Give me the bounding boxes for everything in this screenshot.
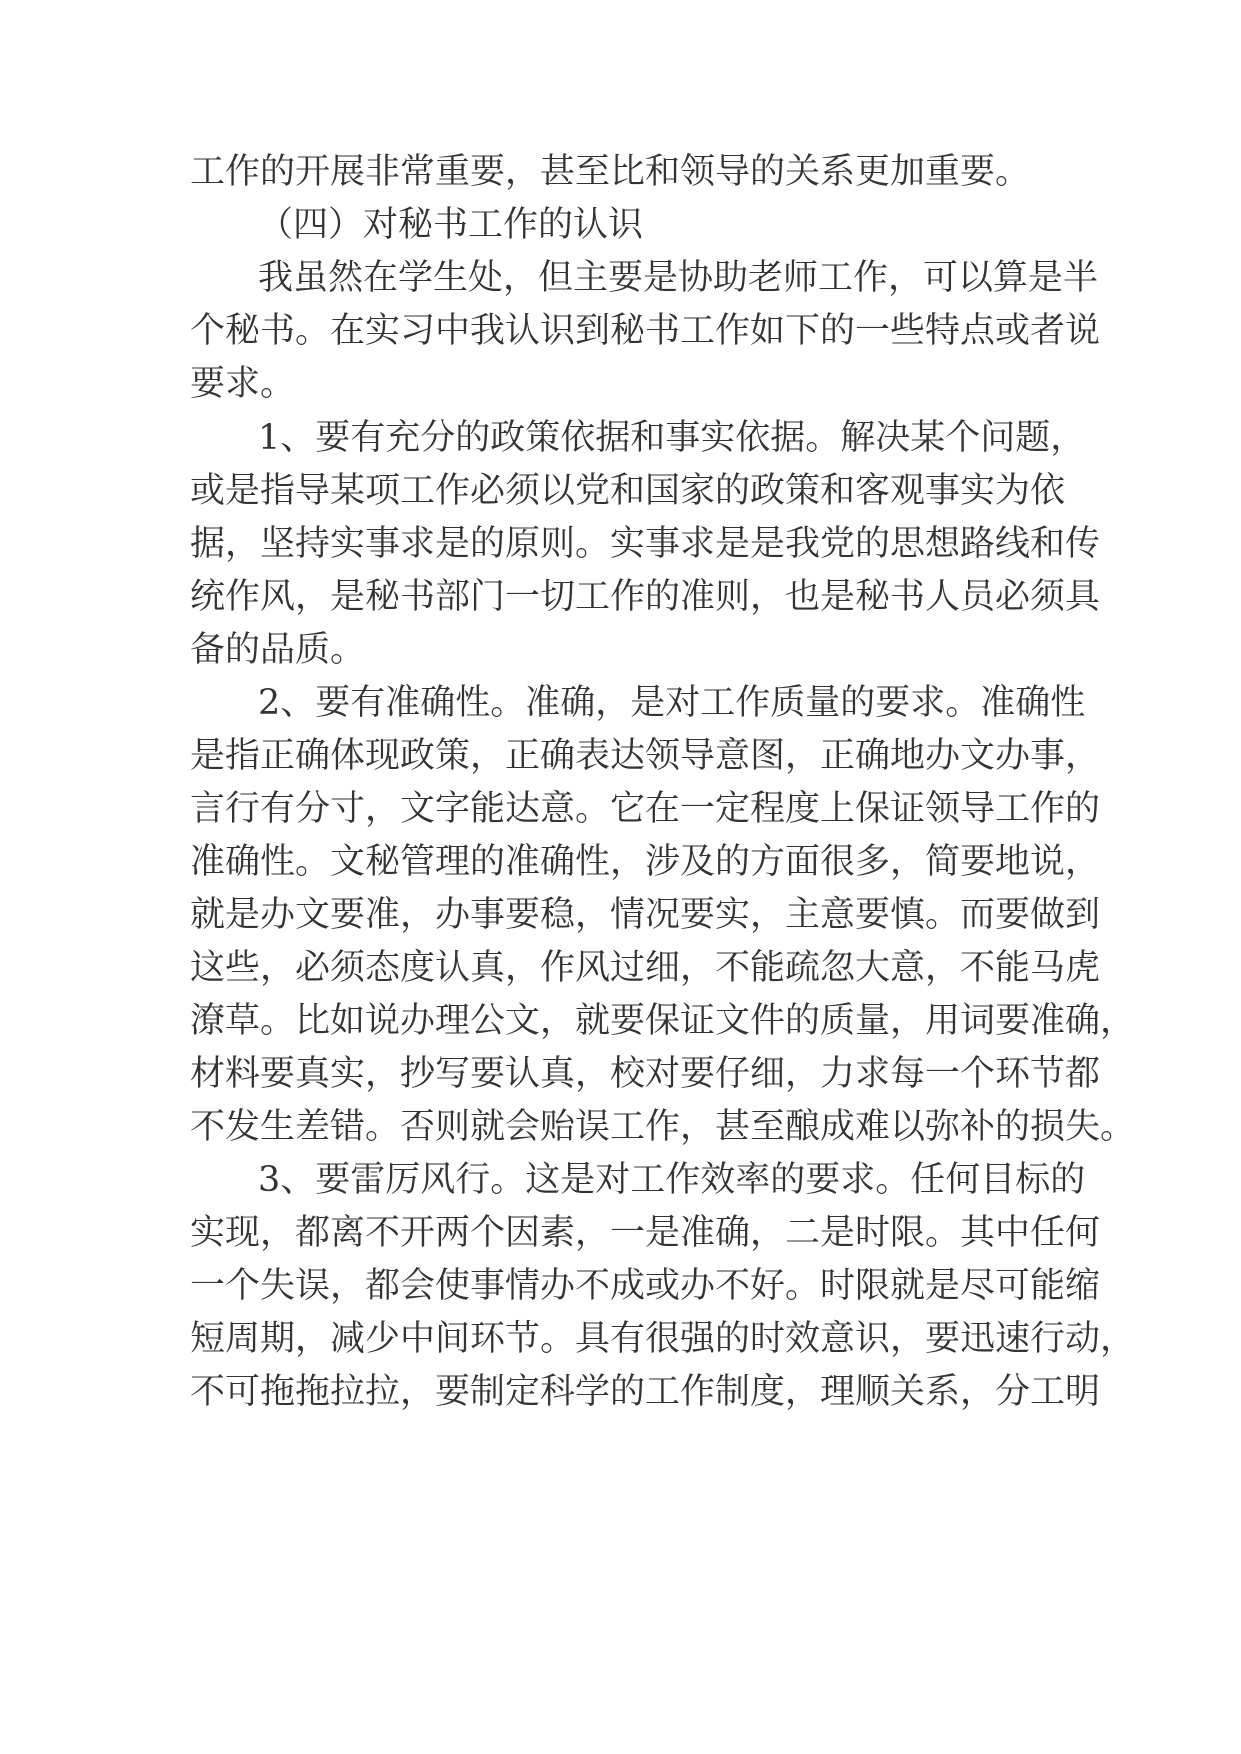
- text-line: 我虽然在学生处，但主要是协助老师工作，可以算是半: [258, 258, 1099, 298]
- text-line: 这些，必须态度认真，作风过细，不能疏忽大意，不能马虎: [190, 948, 1101, 988]
- text-line: 据，坚持实事求是的原则。实事求是是我党的思想路线和传: [190, 524, 1101, 564]
- text-line: 实现，都离不开两个因素，一是准确，二是时限。其中任何: [190, 1213, 1101, 1253]
- text-line: 1、要有充分的政策依据和事实依据。解决某个问题，: [258, 418, 1086, 458]
- text-line: 准确性。文秘管理的准确性，涉及的方面很多，简要地说，: [190, 842, 1101, 882]
- text-line: 就是办文要准，办事要稳，情况要实，主意要慎。而要做到: [190, 895, 1101, 935]
- text-line: 是指正确体现政策，正确表达领导意图，正确地办文办事，: [190, 736, 1101, 776]
- text-line: 备的品质。: [190, 630, 366, 670]
- text-line: 材料要真实，抄写要认真，校对要仔细，力求每一个环节都: [190, 1054, 1101, 1094]
- section-heading: （四）对秘书工作的认识: [258, 205, 644, 245]
- text-line: 不发生差错。否则就会贻误工作，甚至酿成难以弥补的损失。: [190, 1107, 1136, 1147]
- text-line: 3、要雷厉风行。这是对工作效率的要求。任何目标的: [258, 1160, 1086, 1200]
- text-line: 言行有分寸，文字能达意。它在一定程度上保证领导工作的: [190, 789, 1101, 829]
- text-line: 一个失误，都会使事情办不成或办不好。时限就是尽可能缩: [190, 1266, 1101, 1306]
- text-line: 统作风，是秘书部门一切工作的准则，也是秘书人员必须具: [190, 577, 1101, 617]
- text-line: 要求。: [190, 364, 296, 404]
- text-line: 潦草。比如说办理公文，就要保证文件的质量，用词要准确，: [190, 1001, 1136, 1041]
- text-line: 或是指导某项工作必须以党和国家的政策和客观事实为依: [190, 471, 1066, 511]
- text-line: 个秘书。在实习中我认识到秘书工作如下的一些特点或者说: [190, 311, 1101, 351]
- text-line: 不可拖拖拉拉，要制定科学的工作制度，理顺关系，分工明: [190, 1372, 1101, 1412]
- text-line: 短周期，减少中间环节。具有很强的时效意识，要迅速行动，: [190, 1319, 1136, 1359]
- text-line: 2、要有准确性。准确，是对工作质量的要求。准确性: [258, 683, 1086, 723]
- text-line: 工作的开展非常重要，甚至比和领导的关系更加重要。: [190, 152, 1031, 192]
